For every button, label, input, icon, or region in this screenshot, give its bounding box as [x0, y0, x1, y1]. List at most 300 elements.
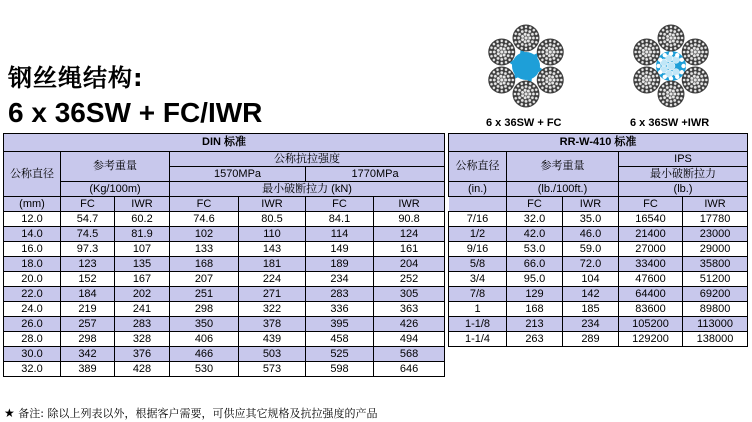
- wire: [529, 26, 532, 29]
- wire: [644, 47, 648, 51]
- wire: [545, 52, 549, 56]
- wire: [670, 25, 673, 28]
- core-wire: [675, 53, 679, 57]
- wire: [541, 86, 544, 89]
- table-cell: 1/2: [449, 227, 507, 242]
- wire: [555, 54, 558, 57]
- wire: [511, 51, 514, 54]
- wire: [662, 44, 665, 47]
- wire: [517, 85, 520, 88]
- footnote-text: 备注: 除以上列表以外，根据客户需要，可供应其它规格及抗拉强度的产品: [18, 407, 378, 420]
- rrw-h-break-unit: (lb.): [619, 182, 748, 197]
- wire: [655, 55, 658, 58]
- wire: [645, 67, 648, 70]
- wire: [690, 85, 693, 88]
- core-wire: [669, 76, 673, 80]
- wire: [645, 71, 648, 74]
- table-cell: 503: [239, 347, 306, 362]
- wire: [517, 29, 520, 32]
- table-cell: 389: [61, 362, 115, 377]
- wire: [492, 58, 495, 61]
- wire: [676, 96, 679, 99]
- wire: [635, 83, 638, 86]
- din-h-iwr: IWR: [239, 197, 306, 212]
- wire: [553, 40, 556, 43]
- wire: [500, 43, 503, 46]
- table-cell: 102: [170, 227, 239, 242]
- star-icon: ★: [4, 406, 15, 420]
- wire: [545, 44, 548, 47]
- wire: [545, 89, 548, 92]
- table-cell: 72.0: [563, 257, 619, 272]
- wire: [553, 61, 556, 64]
- wire: [687, 47, 690, 50]
- table-row: [449, 257, 748, 272]
- wire: [672, 39, 676, 43]
- table-cell: 138000: [683, 332, 748, 347]
- wire: [508, 50, 511, 53]
- wire: [489, 79, 492, 82]
- wire: [673, 43, 676, 46]
- table-cell: 30.0: [4, 347, 61, 362]
- wire: [545, 57, 548, 60]
- wire: [696, 75, 700, 79]
- table-row: [4, 287, 445, 302]
- wire: [641, 72, 644, 75]
- table-cell: 298: [170, 302, 239, 317]
- table-cell: 573: [239, 362, 306, 377]
- wire: [653, 86, 656, 89]
- wire: [538, 79, 541, 82]
- wire: [704, 83, 707, 86]
- table-cell: 161: [374, 242, 445, 257]
- table-cell: 22.0: [4, 287, 61, 302]
- wire: [690, 72, 693, 75]
- wire: [649, 57, 652, 60]
- wire: [535, 32, 538, 35]
- table-cell: 113000: [683, 317, 748, 332]
- wire: [697, 44, 700, 47]
- wire: [532, 29, 535, 32]
- rrw-h-diameter: 公称直径: [449, 152, 507, 182]
- wire: [662, 92, 665, 95]
- table-cell: 363: [374, 302, 445, 317]
- wire: [513, 37, 516, 40]
- core-wire: [672, 69, 679, 76]
- wire: [645, 39, 648, 42]
- wire: [673, 30, 676, 33]
- wire: [508, 43, 511, 46]
- wire: [508, 78, 511, 81]
- wire: [669, 44, 672, 47]
- din-h-weight: 参考重量: [61, 152, 170, 182]
- wire: [700, 47, 703, 50]
- core-wire: [669, 51, 673, 55]
- wire: [690, 89, 693, 92]
- table-cell: 298: [61, 332, 115, 347]
- table-cell: 83600: [619, 302, 683, 317]
- wire: [523, 89, 527, 93]
- table-cell: 376: [115, 347, 170, 362]
- wire: [658, 93, 661, 96]
- wire: [702, 58, 705, 61]
- wire: [693, 75, 697, 79]
- table-cell: 89800: [683, 302, 748, 317]
- table-cell: 7/16: [449, 212, 507, 227]
- table-cell: 29000: [683, 242, 748, 257]
- table-cell: 124: [374, 227, 445, 242]
- wire: [674, 26, 677, 29]
- wire: [545, 61, 548, 64]
- table-cell: 26.0: [4, 317, 61, 332]
- wire: [659, 32, 662, 35]
- din-h-fc: FC: [61, 197, 115, 212]
- table-cell: 322: [239, 302, 306, 317]
- wire: [556, 50, 559, 53]
- wire: [649, 85, 652, 88]
- wire: [499, 75, 503, 79]
- table-cell: 107: [115, 242, 170, 257]
- wire: [677, 44, 680, 47]
- wire: [690, 40, 693, 43]
- wire: [694, 67, 697, 70]
- rrw-h-weight-unit: (lb./100ft.): [507, 182, 619, 197]
- wire: [637, 71, 640, 74]
- wire: [669, 85, 672, 88]
- wire: [541, 43, 544, 46]
- table-cell: 135: [115, 257, 170, 272]
- din-h-strength: 公称抗拉强度: [170, 152, 445, 167]
- wire: [556, 78, 559, 81]
- table-cell: 3/4: [449, 272, 507, 287]
- wire: [635, 46, 638, 49]
- wire: [545, 85, 548, 88]
- wire: [676, 89, 679, 92]
- table-cell: 241: [115, 302, 170, 317]
- wire: [647, 75, 651, 79]
- table-cell: 224: [239, 272, 306, 287]
- table-cell: 35800: [683, 257, 748, 272]
- wire: [649, 44, 652, 47]
- wire: [500, 39, 503, 42]
- wire: [518, 33, 521, 36]
- wire: [658, 37, 661, 40]
- table-cell: 81.9: [115, 227, 170, 242]
- wire: [659, 88, 662, 91]
- rrw-h-break: 最小破断拉力: [619, 167, 748, 182]
- table-row: [449, 227, 748, 242]
- wire: [505, 40, 508, 43]
- wire: [521, 94, 525, 98]
- wire: [490, 46, 493, 49]
- table-cell: 283: [115, 317, 170, 332]
- rrw-table: [448, 133, 748, 347]
- wire: [502, 47, 506, 51]
- wire: [521, 30, 524, 33]
- wire: [694, 39, 697, 42]
- table-row: [4, 302, 445, 317]
- wire: [662, 29, 665, 32]
- wire: [518, 40, 521, 43]
- wire: [641, 57, 644, 60]
- wire: [500, 71, 503, 74]
- wire: [539, 74, 542, 77]
- wire: [686, 71, 689, 74]
- table-row: [449, 317, 748, 332]
- wire: [669, 100, 672, 103]
- wire: [690, 52, 694, 56]
- table-cell: 143: [239, 242, 306, 257]
- wire: [531, 40, 534, 43]
- wire: [552, 57, 555, 60]
- table-cell: 1: [449, 302, 507, 317]
- wire: [674, 47, 677, 50]
- table-cell: 336: [306, 302, 374, 317]
- wire: [545, 68, 548, 71]
- table-cell: 598: [306, 362, 374, 377]
- wire: [505, 89, 508, 92]
- wire: [641, 40, 644, 43]
- rope-iwr-diagram: [628, 23, 714, 109]
- wire: [639, 82, 642, 85]
- table-cell: 60.2: [115, 212, 170, 227]
- wire: [665, 103, 668, 106]
- table-cell: 123: [61, 257, 115, 272]
- table-cell: 458: [306, 332, 374, 347]
- wire: [687, 75, 690, 78]
- wire: [694, 58, 697, 61]
- wire: [528, 86, 531, 89]
- wire: [535, 41, 538, 44]
- table-cell: 27000: [619, 242, 683, 257]
- wire: [653, 50, 656, 53]
- din-h-fc: FC: [306, 197, 374, 212]
- wire: [494, 54, 497, 57]
- table-cell: 105200: [619, 317, 683, 332]
- table-cell: 90.8: [374, 212, 445, 227]
- wire: [525, 81, 528, 84]
- table-cell: 234: [306, 272, 374, 287]
- wire: [681, 93, 684, 96]
- wire: [520, 26, 523, 29]
- wire: [502, 53, 506, 57]
- table-cell: 74.6: [170, 212, 239, 227]
- wire: [690, 68, 693, 71]
- wire: [687, 82, 690, 85]
- wire: [496, 61, 499, 64]
- table-cell: 35.0: [563, 212, 619, 227]
- wire: [492, 71, 495, 74]
- wire: [496, 89, 499, 92]
- wire: [672, 95, 676, 99]
- wire: [517, 92, 520, 95]
- table-cell: 328: [115, 332, 170, 347]
- wire: [551, 81, 555, 85]
- table-row: [449, 302, 748, 317]
- wire: [653, 78, 656, 81]
- table-row: [449, 332, 748, 347]
- din-table: [3, 133, 445, 377]
- wire: [549, 71, 552, 74]
- rope-fc-label: 6 x 36SW + FC: [486, 117, 562, 129]
- table-cell: 530: [170, 362, 239, 377]
- wire: [666, 94, 670, 98]
- core-wire: [663, 75, 667, 79]
- wire: [652, 82, 655, 85]
- wire: [504, 44, 507, 47]
- wire: [549, 43, 552, 46]
- wire: [508, 58, 511, 61]
- wire: [650, 68, 653, 71]
- table-cell: 33400: [619, 257, 683, 272]
- table-cell: 84.1: [306, 212, 374, 227]
- wire: [686, 43, 689, 46]
- wire: [508, 71, 511, 74]
- wire: [700, 82, 703, 85]
- wire: [496, 68, 499, 71]
- table-cell: 20.0: [4, 272, 61, 287]
- wire: [694, 90, 697, 93]
- wire: [549, 90, 552, 93]
- wire: [529, 103, 532, 106]
- wire: [552, 85, 555, 88]
- wire: [700, 75, 703, 78]
- wire: [639, 54, 642, 57]
- table-cell: 168: [507, 302, 563, 317]
- table-cell: 207: [170, 272, 239, 287]
- wire: [524, 100, 527, 103]
- wire: [702, 86, 705, 89]
- table-row: [449, 287, 748, 302]
- wire: [645, 86, 648, 89]
- wire: [525, 48, 528, 51]
- wire: [549, 58, 552, 61]
- wire: [701, 78, 704, 81]
- din-h-1770: 1770MPa: [306, 167, 445, 182]
- wire: [531, 89, 534, 92]
- table-cell: 350: [170, 317, 239, 332]
- din-h-weight-unit: (Kg/100m): [61, 182, 170, 197]
- table-cell: 46.0: [563, 227, 619, 242]
- wire: [504, 72, 507, 75]
- wire: [668, 89, 672, 93]
- wire: [684, 46, 687, 49]
- table-cell: 251: [170, 287, 239, 302]
- wire: [694, 62, 697, 65]
- table-cell: 12.0: [4, 212, 61, 227]
- wire: [697, 85, 700, 88]
- wire: [525, 104, 528, 107]
- wire: [653, 71, 656, 74]
- wire: [552, 44, 555, 47]
- table-row: [449, 272, 748, 287]
- table-cell: 5/8: [449, 257, 507, 272]
- wire: [638, 78, 641, 81]
- din-h-fc: FC: [170, 197, 239, 212]
- wire: [553, 89, 556, 92]
- wire: [638, 50, 641, 53]
- wire: [502, 75, 506, 79]
- table-cell: 426: [374, 317, 445, 332]
- table-row: [449, 242, 748, 257]
- wire: [659, 41, 662, 44]
- wire: [507, 82, 510, 85]
- wire: [518, 96, 521, 99]
- wire: [500, 67, 503, 70]
- table-cell: 646: [374, 362, 445, 377]
- wire: [527, 39, 531, 43]
- wire: [510, 55, 513, 58]
- wire: [666, 30, 669, 33]
- wire: [555, 75, 558, 78]
- wire: [499, 47, 503, 51]
- wire: [653, 58, 656, 61]
- wire: [672, 89, 676, 93]
- wire: [673, 99, 676, 102]
- table-cell: 167: [115, 272, 170, 287]
- wire: [505, 68, 508, 71]
- title-structure: 钢丝绳结构:: [8, 64, 144, 92]
- wire: [690, 61, 693, 64]
- table-cell: 1-1/8: [449, 317, 507, 332]
- fiber-core-center: [512, 52, 540, 80]
- wire: [665, 82, 668, 85]
- wire: [645, 58, 648, 61]
- table-cell: 7/8: [449, 287, 507, 302]
- wire: [642, 80, 646, 84]
- wire: [656, 51, 659, 54]
- wire: [504, 57, 507, 60]
- wire: [659, 97, 662, 100]
- wire: [539, 83, 542, 86]
- wire: [541, 50, 544, 53]
- table-cell: 24.0: [4, 302, 61, 317]
- wire: [496, 85, 499, 88]
- wire: [521, 38, 525, 42]
- table-row: [4, 272, 445, 287]
- wire: [555, 47, 558, 50]
- wire: [677, 36, 680, 39]
- wire: [532, 92, 535, 95]
- table-cell: 428: [115, 362, 170, 377]
- table-cell: 21400: [619, 227, 683, 242]
- wire: [524, 29, 527, 32]
- wire: [635, 55, 638, 58]
- wire: [542, 54, 545, 57]
- wire: [665, 26, 668, 29]
- wire: [532, 100, 535, 103]
- wire: [655, 74, 658, 77]
- wire: [548, 75, 552, 79]
- wire: [490, 55, 493, 58]
- wire: [698, 40, 701, 43]
- wire: [652, 47, 655, 50]
- title-spec: 6 x 36SW + FC/IWR: [8, 97, 263, 128]
- wire: [666, 38, 670, 42]
- table-cell: 104: [563, 272, 619, 287]
- wire: [542, 82, 545, 85]
- table-cell: 234: [563, 317, 619, 332]
- table-cell: 9/16: [449, 242, 507, 257]
- wire: [690, 44, 693, 47]
- core-wire: [681, 64, 685, 68]
- wire: [687, 54, 690, 57]
- wire: [686, 58, 689, 61]
- table-cell: 42.0: [507, 227, 563, 242]
- wire: [637, 58, 640, 61]
- wire: [644, 75, 648, 79]
- wire: [541, 71, 544, 74]
